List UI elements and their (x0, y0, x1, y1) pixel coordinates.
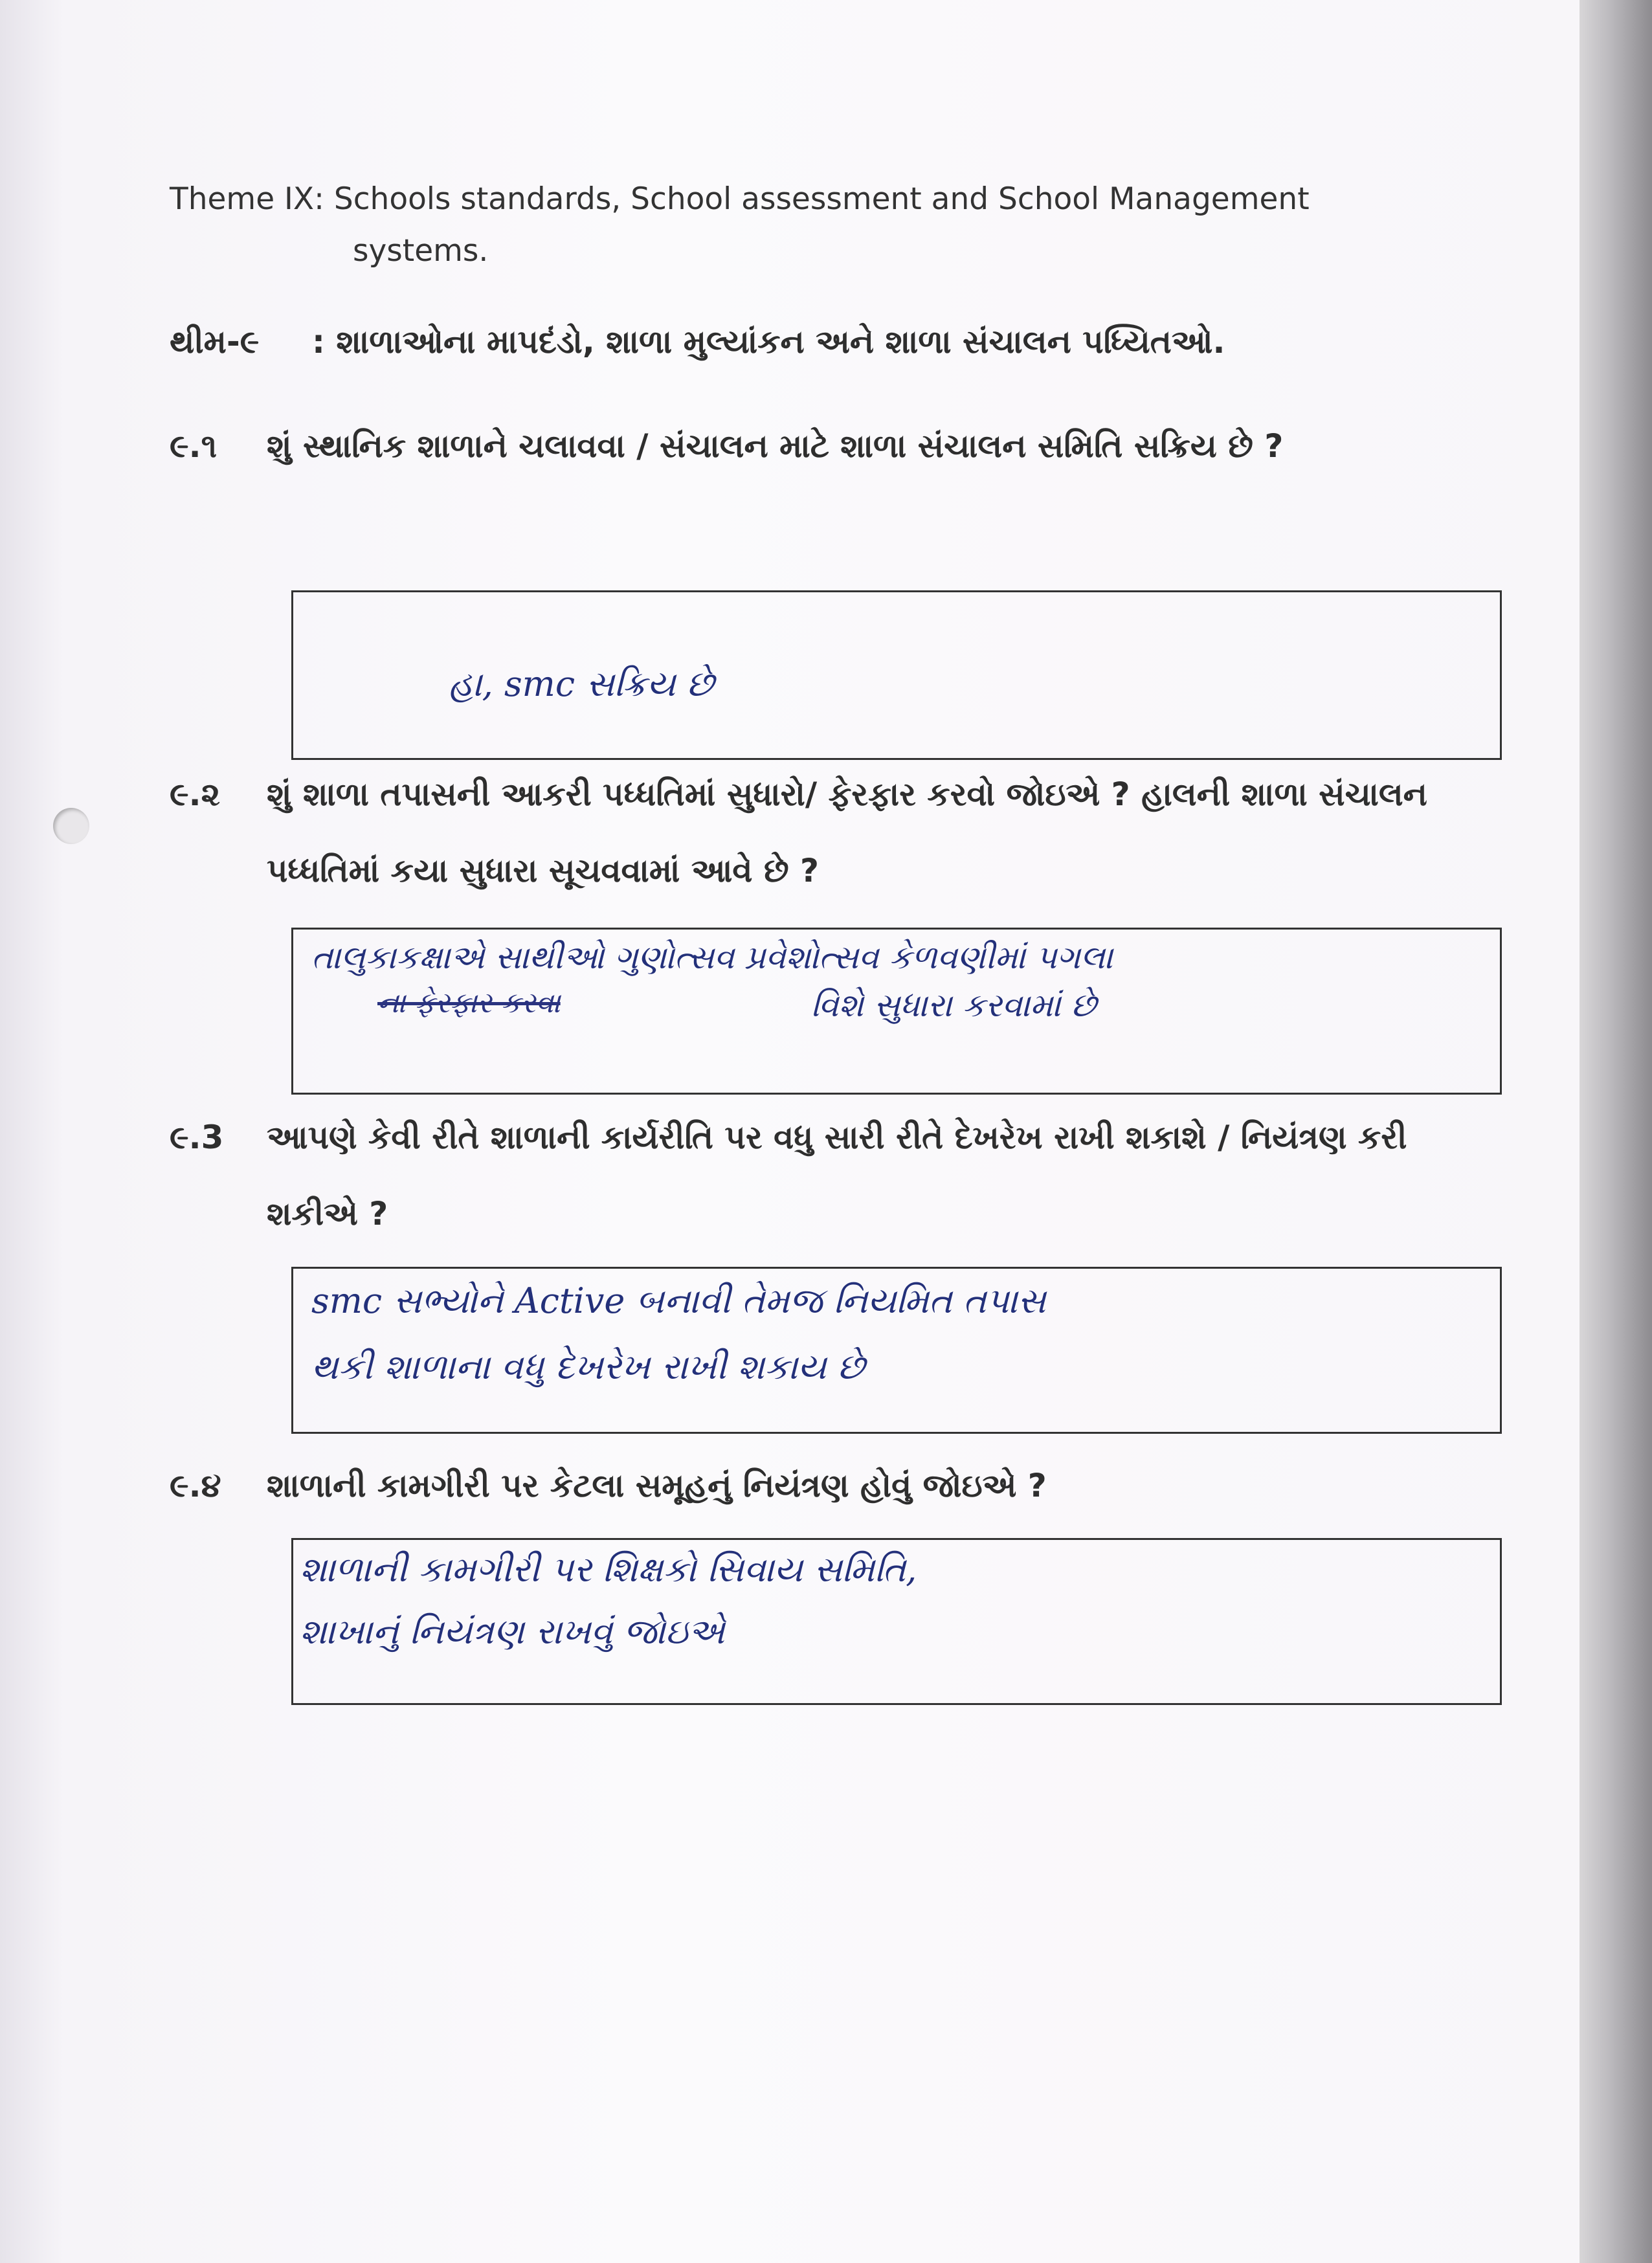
theme-heading-line1: Theme IX: Schools standards, School assessment and School Management (170, 181, 1310, 217)
handwritten-answer-line2: શાખાનું નિયંત્રણ રાખવું જોઇએ (300, 1611, 725, 1652)
question-number: ૯.૪ (170, 1467, 221, 1504)
question-9-3 (170, 1099, 1438, 1252)
question-text: શું સ્થાનિક શાળાને ચલાવવા / સંચાલન માટે શાળા સંચાલન સમિતિ સક્રિય છે ? (267, 427, 1284, 465)
answer-box-9-1 (291, 590, 1502, 760)
question-number: ૯.3 (170, 1119, 224, 1156)
question-9-1 (170, 408, 1438, 484)
theme-text-gujarati: : શાળાઓના માપદંડો, શાળા મુલ્યાંકન અને શાળા સંચાલન પધ્યિતઓ. (312, 323, 1225, 361)
page-stack-edge (1579, 0, 1652, 2263)
handwritten-struck-text: ના ફેરફાર કરવા (377, 987, 561, 1020)
theme-heading-line2: systems. (353, 233, 489, 269)
answer-box-9-2 (291, 928, 1502, 1095)
question-text: શાળાની કામગીરી પર કેટલા સમૂહનું નિયંત્રણ હોવું જોઇએ ? (267, 1467, 1047, 1504)
handwritten-answer-line1: smc સભ્યોને Active બનાવી તેમજ નિયમિત તપાસ (311, 1280, 1046, 1321)
theme-heading-gujarati (170, 316, 1438, 368)
theme-heading-english (170, 173, 1432, 277)
question-text: આપણે કેવી રીતે શાળાની કાર્યરીતિ પર વધુ સારી રીતે દેખરેખ રાખી શકાશે / નિયંત્રણ કરી શકીએ ? (267, 1119, 1407, 1232)
handwritten-answer: હા, smc સક્રિય છે (449, 663, 714, 704)
handwritten-answer-line2: થકી શાળાના વધુ દેખરેખ રાખી શકાય છે (311, 1346, 865, 1387)
punch-hole (53, 808, 89, 844)
handwritten-answer-line1: શાળાની કામગીરી પર શિક્ષકો સિવાય સમિતિ, (300, 1549, 917, 1590)
question-number: ૯.૨ (170, 775, 220, 813)
question-9-4 (170, 1447, 1438, 1524)
answer-box-9-3 (291, 1267, 1502, 1434)
handwritten-answer-line1: તાલુકાકક્ષાએ સાથીઓ ગુણોત્સવ પ્રવેશોત્સવ કેળવણીમાં પગલા (311, 939, 1113, 976)
answer-box-9-4 (291, 1538, 1502, 1705)
question-9-2 (170, 756, 1438, 909)
theme-label-gujarati: થીમ-૯ (170, 323, 260, 361)
question-number: ૯.૧ (170, 427, 218, 465)
question-text: શું શાળા તપાસની આકરી પધ્ધતિમાં સુધારો/ ફેરફાર કરવો જોઇએ ? હાલની શાળા સંચાલન પધ્ધતિમાં કયા સુધારા સૂચવવામાં આવે છે ? (267, 775, 1427, 889)
handwritten-answer-line2: વિશે સુધારા કરવામાં છે (811, 987, 1097, 1024)
